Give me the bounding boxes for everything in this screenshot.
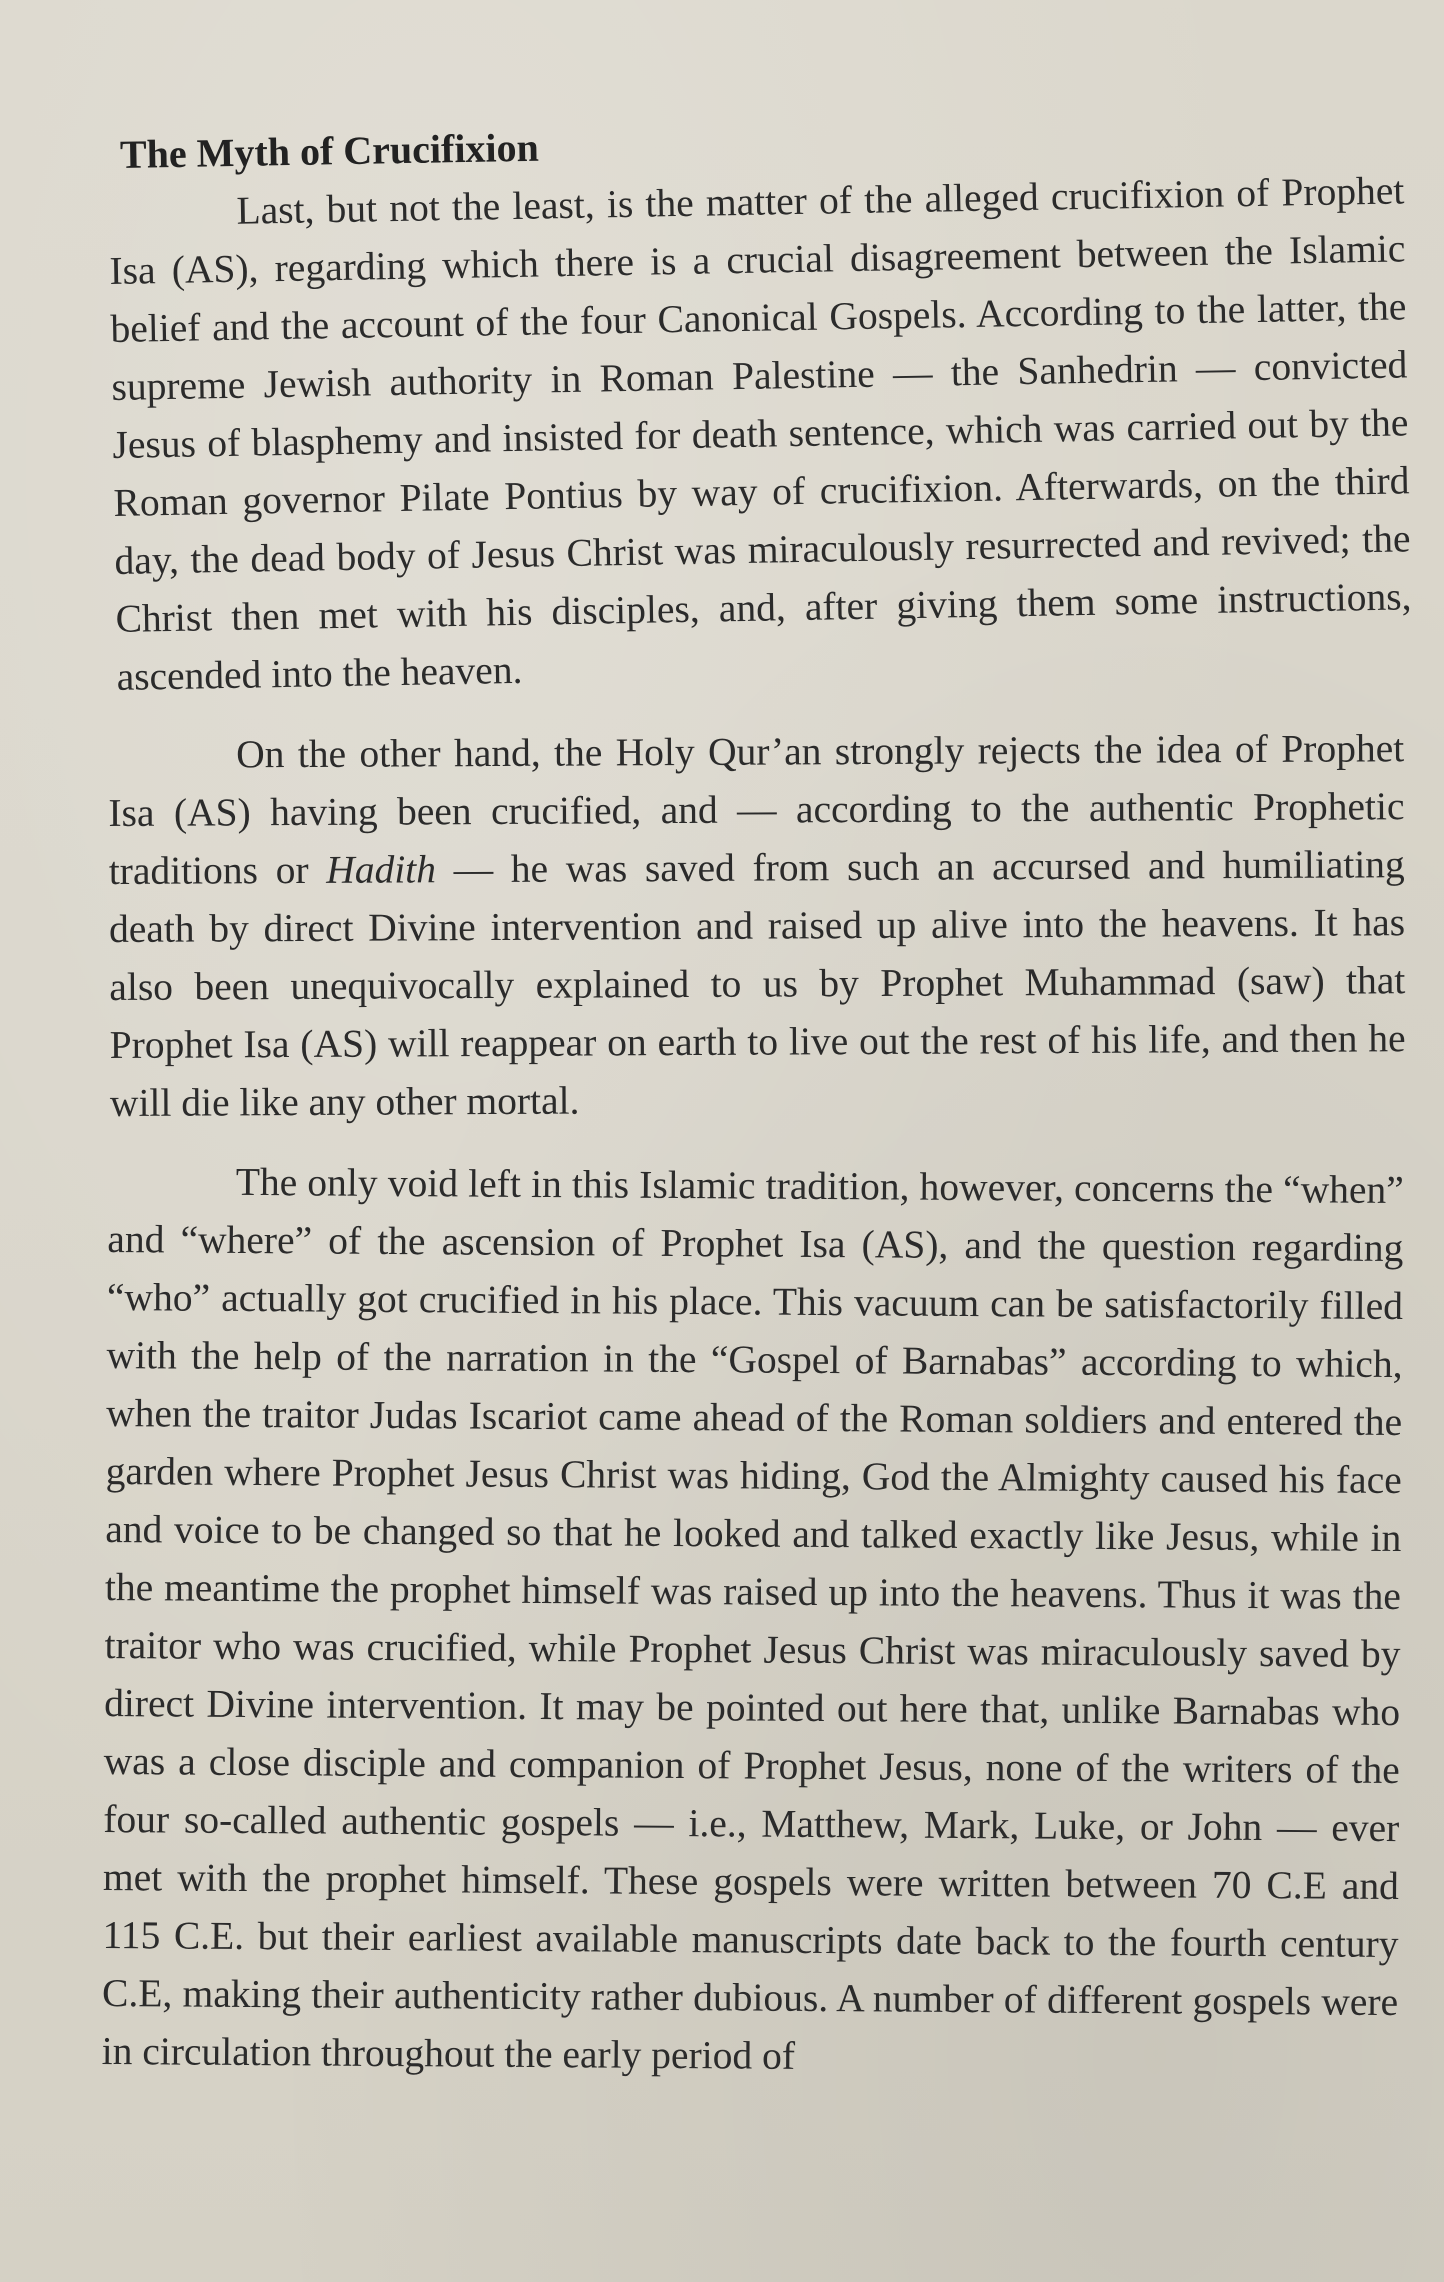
section-heading: The Myth of Crucifixion: [119, 124, 540, 177]
page-content: [101, 124, 1412, 2100]
paragraph-2: [108, 719, 1406, 1132]
paragraph-3: The only void left in this Islamic tradition, however, concerns the “when” and “where” of the ascension of Prophet Isa (AS), and the question regarding “who” actually got crucified in his place. This vacuum can be satisfactorily filled with the help of the narration in the “Gospel of Barnabas” according to which, when the traitor Judas Iscariot came ahead of the Roman soldiers and entered the garden where Prophet Jesus Christ was hiding, God the Almighty caused his face and voice to be changed so that he looked and talked exactly like Jesus, while in the meantime the prophet himself was raised up into the heavens. Thus it was the traitor who was crucified, while Prophet Jesus Christ was miraculously saved by direct Divine intervention. It may be pointed out here that, unlike Barnabas who was a close disciple and companion of Prophet Jesus, none of the writers of the four so-called authentic gospels — i.e., Matthew, Mark, Luke, or John — ever met with the prophet himself. These gospels were written between 70 C.E and 115 C.E. but their earliest available manuscripts date back to the fourth century C.E, making their authenticity rather dubious. A number of different gospels were in circulation throughout the early period of: [101, 1159, 1404, 2078]
hadith-term: Hadith: [326, 847, 437, 892]
paragraph-1: Last, but not the least, is the matter of the alleged crucifixion of Prophet Isa (AS), regarding which there is a crucial disagreement between the Islamic belief and the account of the four Canonical Gospels. According to the latter, the supreme Jewish authority in Roman Palestine — the Sanhedrin — convicted Jesus of blasphemy and insisted for death sentence, which was carried out by the Roman governor Pilate Pontius by way of crucifixion. Afterwards, on the third day, the dead body of Jesus Christ was miraculously resurrected and revived; the Christ then met with his disciples, and, after giving them some instructions, ascended into the heaven.: [109, 168, 1412, 699]
paragraph-2-text-end: — he was saved from such an accursed and humiliating death by direct Divine intervention and raised up alive into the heavens. It has also been unequivocally explained to us by Prophet Muhammad (saw) that Prophet Isa (AS) will reappear on earth to live out the rest of his life, and then he will die like any other mortal.: [108, 842, 1406, 1125]
paragraph-2-text-start: On the other hand, the Holy Qur’an strongly rejects the idea of Prophet Isa (AS) having been crucified, and — according to the authentic Prophetic traditions or: [108, 726, 1405, 893]
